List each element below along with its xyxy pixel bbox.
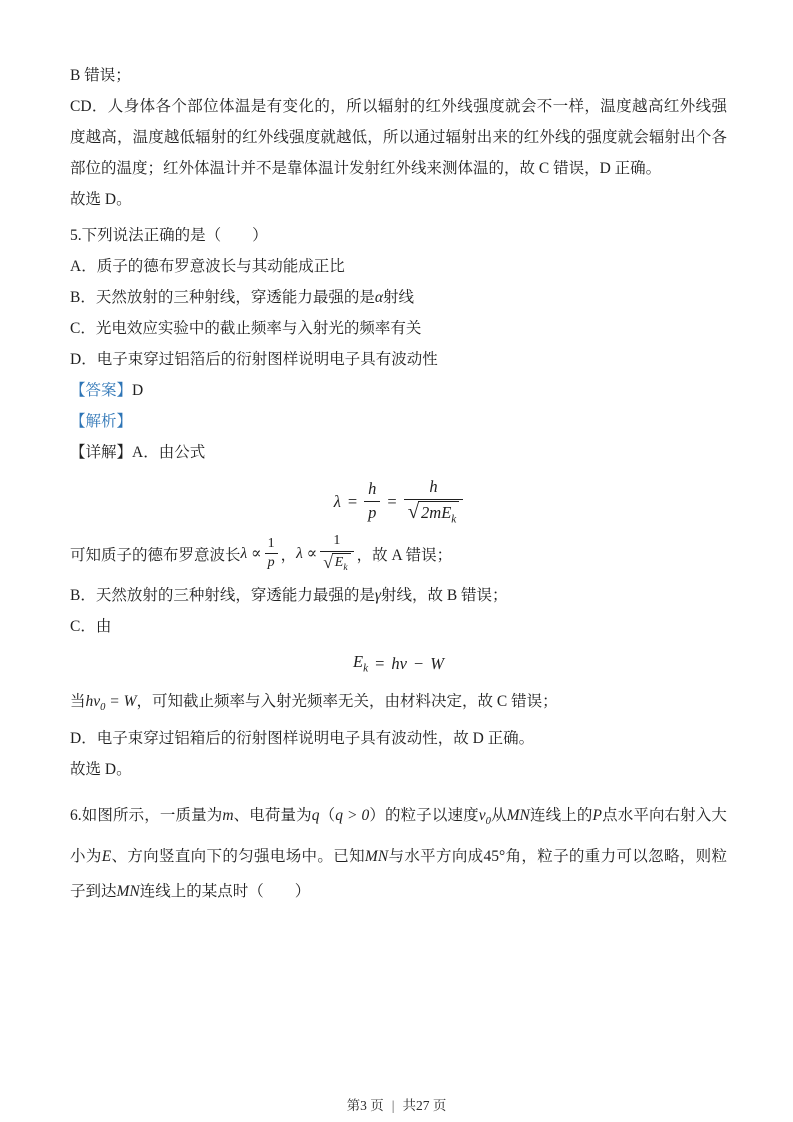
detail-intro-text: A．由公式 xyxy=(132,444,206,461)
page-content xyxy=(70,60,727,909)
h-nu-letters: hν xyxy=(85,692,101,710)
equals-sign: = xyxy=(387,491,397,511)
radicand-text: E xyxy=(334,555,344,571)
square-root xyxy=(323,553,350,574)
fraction-numerator: h xyxy=(368,479,377,499)
question5-option-d: D．电子束穿过铝箔后的衍射图样说明电子具有波动性 xyxy=(70,351,438,368)
radicand-text: 2mE xyxy=(421,502,452,522)
fraction-denominator xyxy=(320,551,353,574)
question5-option-a: A．质子的德布罗意波长与其动能成正比 xyxy=(70,258,345,275)
q6-text: 连线上的某点时（ ） xyxy=(139,883,311,901)
prop-text: 可知质子的德布罗意波长 xyxy=(70,546,241,564)
detail-conclusion: 故选 D。 xyxy=(70,761,132,779)
q6-text: 从 xyxy=(490,807,507,825)
q6-text: 6.如图所示，一质量为 xyxy=(70,807,223,825)
subscript-k: k xyxy=(343,563,348,574)
fraction-numerator: 1 xyxy=(333,533,341,549)
subscript-0: 0 xyxy=(100,702,106,714)
detail-intro-row xyxy=(70,437,727,468)
comma: ， xyxy=(280,546,297,564)
radicand xyxy=(418,501,459,526)
q6-text: ）的粒子以速度 xyxy=(369,807,479,825)
square-root xyxy=(408,501,460,526)
detail-cutoff-line xyxy=(70,686,727,723)
detail-b-text: B．天然放射的三种射线，穿透能力最强的是 xyxy=(70,586,375,604)
detail-label: 【详解】 xyxy=(70,444,133,461)
question5-option-c: C．光电效应实验中的截止频率与入射光的频率有关 xyxy=(70,320,422,337)
detail-option-b xyxy=(70,580,727,611)
page-footer xyxy=(0,1094,793,1114)
mn-line-symbol: MN xyxy=(116,883,140,901)
formula-photoelectric xyxy=(70,650,727,678)
fraction-denominator xyxy=(404,499,464,526)
detail-b-text-end: 射线，故 B 错误； xyxy=(380,586,508,604)
q6-text: 点水平向右射入大小为 xyxy=(70,807,727,866)
footer-separator: | xyxy=(391,1098,395,1113)
q6-text: 角，粒子的重力可以忽略，则粒子到达 xyxy=(70,848,727,901)
lambda-proportional: λ ∝ xyxy=(240,545,262,563)
detail-proportionality-line xyxy=(70,531,727,577)
ek-symbol xyxy=(353,652,368,676)
field-symbol: E xyxy=(101,848,112,866)
fraction-numerator: h xyxy=(429,477,438,496)
lambda-proportional: λ ∝ xyxy=(296,545,318,563)
radical-sign: √ xyxy=(323,552,333,573)
fraction-1-over-sqrt-ek xyxy=(320,533,353,574)
radical-sign: √ xyxy=(407,500,420,523)
mass-symbol: m xyxy=(222,807,234,825)
gamma-symbol: γ xyxy=(374,586,381,604)
mn-line-symbol: MN xyxy=(506,807,530,825)
question6-text xyxy=(70,798,727,909)
charge-condition: q > 0 xyxy=(335,807,370,825)
subscript-0: 0 xyxy=(485,816,491,828)
cutoff-text: 当 xyxy=(70,692,86,710)
question5-title: 5.下列说法正确的是（ ） xyxy=(70,227,268,244)
fraction-denominator: p xyxy=(364,501,380,524)
question5-option-b xyxy=(70,282,727,313)
mn-line-symbol: MN xyxy=(364,848,389,866)
fraction-h-over-p xyxy=(364,479,380,523)
velocity-symbol: v xyxy=(478,807,486,825)
option-b-text: B．天然放射的三种射线，穿透能力最强的是 xyxy=(70,289,375,306)
charge-symbol: q xyxy=(311,807,320,825)
fraction-denominator: p xyxy=(265,553,278,572)
fraction-h-over-sqrt xyxy=(404,477,464,526)
h-nu0-symbol xyxy=(85,692,106,714)
minus-sign: − xyxy=(413,654,424,674)
h-nu-term: hν xyxy=(391,654,407,674)
page-number: 第3 页 xyxy=(346,1098,384,1113)
q6-text: （ xyxy=(319,807,336,825)
q6-text: 连线上的 xyxy=(529,807,593,825)
work-function-symbol: W xyxy=(430,654,445,674)
equals-sign: = xyxy=(347,491,358,511)
analysis-row xyxy=(70,406,727,437)
q6-text: 与水平方向成 xyxy=(388,848,484,866)
q6-text: 、电荷量为 xyxy=(233,807,312,825)
subscript-k: k xyxy=(451,512,457,525)
fraction-numerator: 1 xyxy=(267,535,275,551)
answer4-cd-paragraph: CD．人身体各个部位体温是有变化的，所以辐射的红外线强度就会不一样，温度越高红外线强度越高，温度越低辐射的红外线强度就越低，所以通过辐射出来的红外线的强度就会辐射出个各部位的温度；红外体温计并不是靠体温计发射红外线来测体温的，故 C 错误，D 正确。 xyxy=(70,98,727,177)
radicand xyxy=(332,553,351,574)
total-pages: 共27 页 xyxy=(402,1098,447,1113)
formula-de-broglie xyxy=(70,477,727,526)
answer4-conclusion: 故选 D。 xyxy=(70,191,132,208)
ek-letter: E xyxy=(352,652,364,672)
answer-row xyxy=(70,375,727,406)
answer-value: D xyxy=(132,382,144,399)
alpha-symbol: α xyxy=(374,289,383,306)
answer4-line-b: B 错误； xyxy=(70,67,131,84)
point-p-symbol: P xyxy=(592,807,602,825)
prop-text-end: ，故 A 错误； xyxy=(356,546,453,564)
detail-option-d: D．电子束穿过铝箱后的衍射图样说明电子具有波动性，故 D 正确。 xyxy=(70,730,535,748)
analysis-label: 【解析】 xyxy=(70,413,133,430)
equals-sign: = xyxy=(375,654,385,674)
cutoff-text-end: ，可知截止频率与入射光频率无关，由材料决定，故 C 错误； xyxy=(136,692,558,710)
subscript-k: k xyxy=(363,662,369,675)
option-b-text-end: 射线 xyxy=(382,289,414,306)
angle-value: 45° xyxy=(483,848,506,866)
fraction-1-over-p xyxy=(265,536,278,573)
detail-option-c: C．由 xyxy=(70,617,112,635)
answer-label: 【答案】 xyxy=(70,382,133,399)
equals-w: = W xyxy=(109,692,137,710)
q6-text: 、方向竖直向下的匀强电场中。已知 xyxy=(111,848,365,866)
lambda-symbol: λ xyxy=(333,491,341,511)
